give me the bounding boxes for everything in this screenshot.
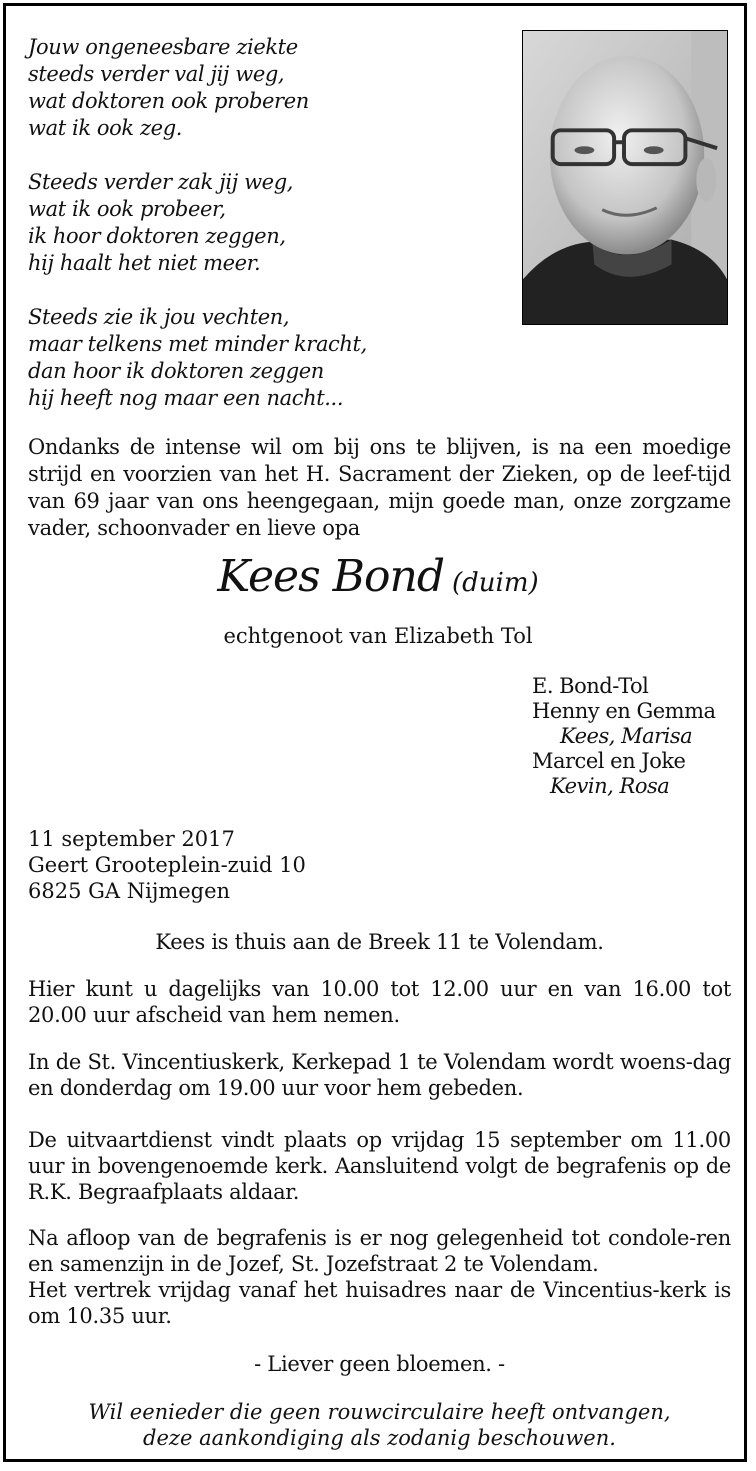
poem-stanza	[28, 34, 498, 142]
closing-line: Wil eenieder die geen rouwcirculaire heeft ontvangen,	[88, 1400, 671, 1424]
deceased-nickname: (duim)	[452, 568, 539, 598]
poem-line: wat ik ook zeg.	[28, 116, 183, 140]
family-member: E. Bond-Tol	[532, 674, 649, 698]
family-grandchildren: Kevin, Rosa	[550, 774, 670, 798]
poem-line: Steeds zie ik jou vechten,	[28, 305, 290, 329]
portrait-image	[523, 31, 727, 324]
poem-line: dan hoor ik doktoren zeggen	[28, 359, 324, 383]
visiting-hours: Hier kunt u dagelijks van 10.00 tot 12.00 uur en van 16.00 tot 20.00 uur afscheid van hem nemen.	[28, 977, 731, 1027]
prayer-notice: In de St. Vincentiuskerk, Kerkepad 1 te Volendam wordt woens-dag en donderdag om 19.00 uur voor hem gebeden.	[28, 1050, 731, 1100]
poem-line: maar telkens met minder kracht,	[28, 332, 367, 356]
spouse-line: echtgenoot van Elizabeth Tol	[223, 624, 533, 648]
family-list	[532, 674, 742, 799]
family-member: Henny en Gemma	[532, 699, 716, 723]
address-street: Geert Grooteplein-zuid 10	[28, 853, 306, 877]
departure-notice: Het vertrek vrijdag vanaf het huisadres naar de Vincentius-kerk is om 10.35 uur.	[28, 1278, 731, 1328]
deceased-name-main: Kees Bond	[217, 551, 444, 602]
poem	[28, 34, 498, 412]
home-notice: Kees is thuis aan de Breek 11 te Volendam.	[155, 930, 604, 954]
flowers-notice: - Liever geen bloemen. -	[254, 1352, 505, 1376]
poem-line: Jouw ongeneesbare ziekte	[28, 35, 298, 59]
portrait-photo	[522, 30, 728, 325]
poem-line: ik hoor doktoren zeggen,	[28, 224, 286, 248]
deceased-name	[6, 551, 750, 602]
poem-line: hij heeft nog maar een nacht...	[28, 386, 344, 410]
family-grandchildren: Kees, Marisa	[560, 724, 693, 748]
intro-text: Ondanks de intense wil om bij ons te blijven, is na een moedige strijd en voorzien van het H. Sacrament der Zieken, op de leef-tijd van 69 jaar van ons heengegaan, mijn goede man, onze zorgzame vader, schoonvader en lieve opa	[28, 435, 731, 540]
closing-line: deze aankondiging als zodanig beschouwen.	[143, 1426, 616, 1450]
poem-stanza	[28, 169, 498, 277]
address-city: 6825 GA Nijmegen	[28, 879, 231, 903]
poem-line: wat ik ook probeer,	[28, 197, 226, 221]
family-member: Marcel en Joke	[532, 749, 686, 773]
poem-line: Steeds verder zak jij weg,	[28, 170, 294, 194]
condolence-notice: Na afloop van de begrafenis is er nog gelegenheid tot condole-ren en samenzijn in de Jozef, St. Jozefstraat 2 te Volendam.	[28, 1226, 731, 1276]
poem-line: wat doktoren ook proberen	[28, 89, 309, 113]
obituary-card	[3, 3, 747, 1462]
closing-note	[28, 1399, 731, 1451]
service-notice: De uitvaartdienst vindt plaats op vrijdag 15 september om 11.00 uur in bovengenoemde kerk. Aansluitend volgt de begrafenis op de R.K. Begraafplaats aldaar.	[28, 1128, 731, 1204]
poem-stanza	[28, 304, 498, 412]
address-block	[28, 826, 428, 904]
poem-line: hij haalt het niet meer.	[28, 251, 261, 275]
notice-date: 11 september 2017	[28, 827, 235, 851]
poem-line: steeds verder val jij weg,	[28, 62, 285, 86]
